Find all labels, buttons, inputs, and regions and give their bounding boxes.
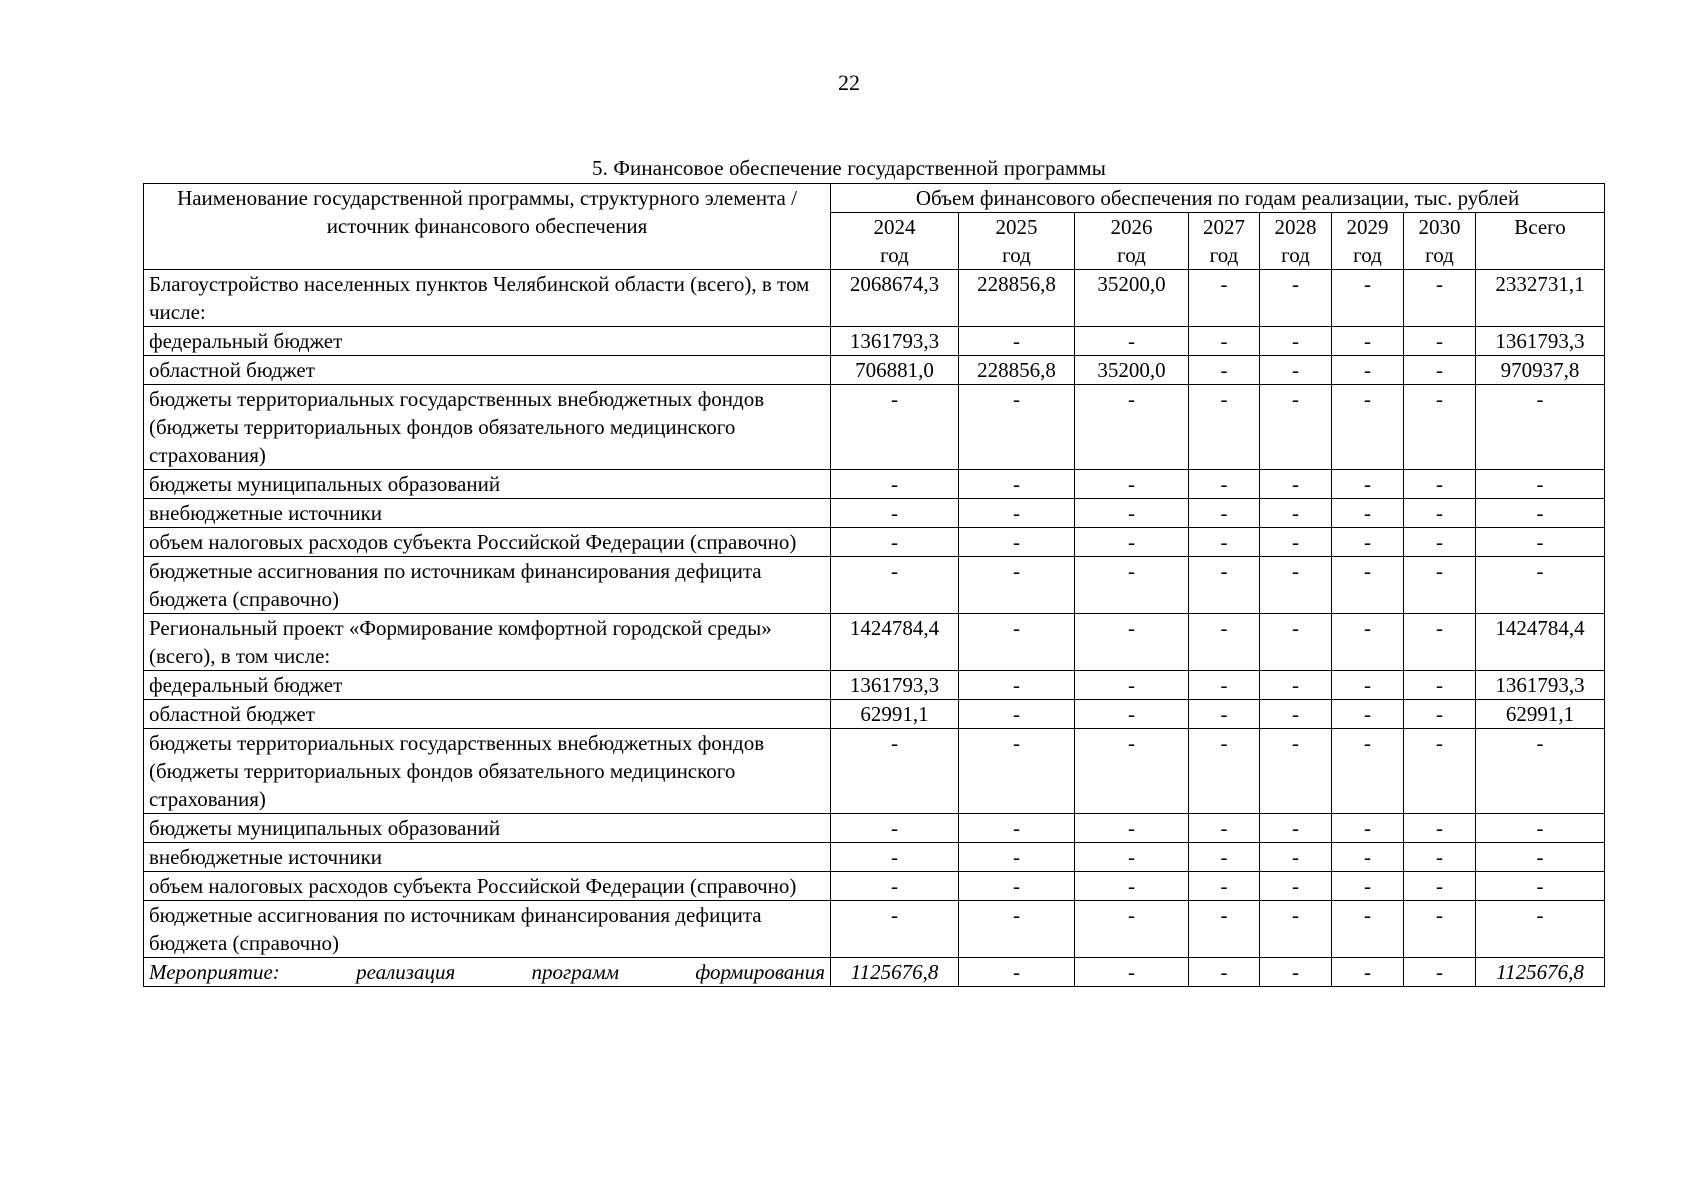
year-value-cell: - <box>959 327 1075 356</box>
year-value-cell: 228856,8 <box>959 270 1075 327</box>
year-unit-label: год <box>1425 243 1454 267</box>
year-value-cell: - <box>831 729 959 814</box>
year-value-cell: - <box>959 958 1075 987</box>
year-value-cell: - <box>1332 700 1404 729</box>
row-name-cell: бюджеты муниципальных образований <box>144 470 831 499</box>
total-value-cell: 1361793,3 <box>1476 671 1605 700</box>
year-value-cell: - <box>1075 614 1189 671</box>
year-value-cell: 62991,1 <box>831 700 959 729</box>
row-name-cell: областной бюджет <box>144 356 831 385</box>
year-value-cell: - <box>1189 557 1260 614</box>
year-value-cell: - <box>831 872 959 901</box>
table-row <box>144 557 1605 614</box>
year-header-2030 <box>1404 213 1476 270</box>
year-value-cell: - <box>1075 557 1189 614</box>
table-row <box>144 385 1605 470</box>
row-name-cell: бюджетные ассигнования по источникам финансирования дефицита бюджета (справочно) <box>144 901 831 958</box>
year-value-cell: - <box>1260 270 1332 327</box>
year-value-cell: - <box>1332 499 1404 528</box>
year-value-cell: - <box>1332 356 1404 385</box>
table-row <box>144 843 1605 872</box>
year-value-cell: - <box>831 528 959 557</box>
year-value-cell: - <box>959 671 1075 700</box>
year-value-cell: - <box>959 700 1075 729</box>
year-header-2025 <box>959 213 1075 270</box>
year-value-cell: - <box>959 814 1075 843</box>
year-unit-label: год <box>1117 243 1146 267</box>
year-value-cell: - <box>1332 470 1404 499</box>
year-label: 2025 <box>995 215 1038 239</box>
financing-table <box>143 183 1605 987</box>
year-value-cell: - <box>959 528 1075 557</box>
year-value-cell: - <box>1260 872 1332 901</box>
section-title: 5. Финансовое обеспечение государственной программы <box>592 156 1106 180</box>
year-value-cell: - <box>1189 385 1260 470</box>
total-value-cell: 970937,8 <box>1476 356 1605 385</box>
total-value-cell: 2332731,1 <box>1476 270 1605 327</box>
table-row <box>144 671 1605 700</box>
year-unit-label: год <box>1281 243 1310 267</box>
year-value-cell: - <box>1075 700 1189 729</box>
total-value-cell: - <box>1476 385 1605 470</box>
total-value-cell: - <box>1476 470 1605 499</box>
year-value-cell: - <box>1075 499 1189 528</box>
year-value-cell: - <box>959 843 1075 872</box>
year-value-cell: 1424784,4 <box>831 614 959 671</box>
table-body <box>144 270 1605 987</box>
row-name-cell: внебюджетные источники <box>144 499 831 528</box>
row-name-cell: внебюджетные источники <box>144 843 831 872</box>
year-value-cell: - <box>1260 843 1332 872</box>
year-header-2026 <box>1075 213 1189 270</box>
year-header-2028 <box>1260 213 1332 270</box>
table-row <box>144 614 1605 671</box>
year-value-cell: 1125676,8 <box>831 958 959 987</box>
year-value-cell: 706881,0 <box>831 356 959 385</box>
year-label: 2029 <box>1346 215 1389 239</box>
header-row-1 <box>144 184 1605 213</box>
year-value-cell: 1361793,3 <box>831 327 959 356</box>
year-value-cell: - <box>1260 327 1332 356</box>
year-value-cell: - <box>1075 385 1189 470</box>
year-value-cell: - <box>1189 470 1260 499</box>
year-value-cell: - <box>1404 729 1476 814</box>
table-row <box>144 872 1605 901</box>
row-name-cell: бюджеты территориальных государственных внебюджетных фондов (бюджеты территориальных фондов обязательного медицинского страхования) <box>144 385 831 470</box>
year-value-cell: - <box>1189 729 1260 814</box>
year-value-cell: - <box>959 499 1075 528</box>
year-value-cell: - <box>1404 614 1476 671</box>
year-label: 2024 <box>873 215 916 239</box>
year-value-cell: - <box>1189 814 1260 843</box>
year-value-cell: - <box>1189 528 1260 557</box>
total-value-cell: - <box>1476 872 1605 901</box>
row-name-cell: федеральный бюджет <box>144 327 831 356</box>
row-name-cell: бюджеты территориальных государственных внебюджетных фондов (бюджеты территориальных фондов обязательного медицинского страхования) <box>144 729 831 814</box>
year-value-cell: - <box>959 614 1075 671</box>
year-unit-label: год <box>880 243 909 267</box>
year-value-cell: - <box>1404 700 1476 729</box>
year-value-cell: - <box>1260 528 1332 557</box>
year-value-cell: - <box>1404 528 1476 557</box>
total-value-cell: - <box>1476 528 1605 557</box>
row-name-cell: федеральный бюджет <box>144 671 831 700</box>
row-name-cell: Мероприятие: реализация программ формирования <box>144 958 831 987</box>
year-value-cell: - <box>1332 872 1404 901</box>
year-value-cell: - <box>1260 700 1332 729</box>
table-row <box>144 901 1605 958</box>
year-value-cell: - <box>1260 729 1332 814</box>
year-value-cell: - <box>831 843 959 872</box>
year-value-cell: - <box>1404 385 1476 470</box>
year-value-cell: - <box>1404 901 1476 958</box>
year-value-cell: - <box>1404 356 1476 385</box>
total-value-cell: - <box>1476 557 1605 614</box>
total-value-cell: - <box>1476 901 1605 958</box>
year-value-cell: - <box>1332 814 1404 843</box>
year-value-cell: - <box>1189 356 1260 385</box>
year-value-cell: - <box>1189 700 1260 729</box>
year-value-cell: - <box>1404 327 1476 356</box>
year-value-cell: - <box>1260 814 1332 843</box>
table-row <box>144 327 1605 356</box>
year-value-cell: - <box>1332 614 1404 671</box>
year-value-cell: - <box>1260 356 1332 385</box>
year-unit-label: год <box>1209 243 1239 267</box>
volume-column-header: Объем финансового обеспечения по годам реализации, тыс. рублей <box>831 184 1605 213</box>
year-value-cell: - <box>1260 385 1332 470</box>
year-value-cell: - <box>1075 671 1189 700</box>
year-value-cell: - <box>959 901 1075 958</box>
table-row <box>144 470 1605 499</box>
year-value-cell: - <box>831 499 959 528</box>
year-value-cell: - <box>1404 557 1476 614</box>
year-header-2024 <box>831 213 959 270</box>
row-name-cell: Региональный проект «Формирование комфортной городской среды» (всего), в том числе: <box>144 614 831 671</box>
year-value-cell: 2068674,3 <box>831 270 959 327</box>
year-header-2029 <box>1332 213 1404 270</box>
year-value-cell: - <box>1332 528 1404 557</box>
year-value-cell: - <box>1075 528 1189 557</box>
year-value-cell: - <box>1075 327 1189 356</box>
table-row <box>144 528 1605 557</box>
total-value-cell: 1361793,3 <box>1476 327 1605 356</box>
year-value-cell: - <box>831 901 959 958</box>
row-name-cell: объем налоговых расходов субъекта Российской Федерации (справочно) <box>144 872 831 901</box>
year-value-cell: - <box>1404 814 1476 843</box>
table-row <box>144 499 1605 528</box>
year-value-cell: - <box>1189 872 1260 901</box>
year-value-cell: - <box>1075 729 1189 814</box>
year-label: 2027 <box>1203 215 1245 239</box>
year-value-cell: - <box>1332 843 1404 872</box>
year-value-cell: - <box>831 557 959 614</box>
year-value-cell: - <box>1189 958 1260 987</box>
year-value-cell: - <box>1075 958 1189 987</box>
total-value-cell: - <box>1476 843 1605 872</box>
year-header-2027 <box>1189 213 1260 270</box>
row-name-cell: бюджеты муниципальных образований <box>144 814 831 843</box>
year-value-cell: - <box>1404 499 1476 528</box>
total-column-header: Всего <box>1476 213 1605 270</box>
year-value-cell: - <box>1332 327 1404 356</box>
year-value-cell: - <box>1332 729 1404 814</box>
total-value-cell: 1125676,8 <box>1476 958 1605 987</box>
year-value-cell: - <box>1075 872 1189 901</box>
year-value-cell: - <box>1260 499 1332 528</box>
year-value-cell: - <box>959 557 1075 614</box>
row-name-cell: областной бюджет <box>144 700 831 729</box>
year-value-cell: - <box>831 470 959 499</box>
year-value-cell: - <box>1332 557 1404 614</box>
year-value-cell: - <box>1260 958 1332 987</box>
year-value-cell: - <box>1189 499 1260 528</box>
year-value-cell: 1361793,3 <box>831 671 959 700</box>
year-value-cell: - <box>1332 385 1404 470</box>
year-value-cell: - <box>1332 270 1404 327</box>
year-value-cell: - <box>1075 901 1189 958</box>
year-unit-label: год <box>1002 243 1031 267</box>
year-value-cell: - <box>959 872 1075 901</box>
year-value-cell: - <box>1189 614 1260 671</box>
table-row <box>144 700 1605 729</box>
total-value-cell: - <box>1476 729 1605 814</box>
table-row <box>144 270 1605 327</box>
total-value-cell: 62991,1 <box>1476 700 1605 729</box>
year-value-cell: - <box>1332 901 1404 958</box>
year-value-cell: - <box>831 385 959 470</box>
year-value-cell: - <box>1189 327 1260 356</box>
year-value-cell: 228856,8 <box>959 356 1075 385</box>
table-row <box>144 814 1605 843</box>
page-number: 22 <box>838 70 860 95</box>
name-column-header: Наименование государственной программы, структурного элемента / источник финансового обеспечения <box>144 184 831 270</box>
year-value-cell: - <box>959 470 1075 499</box>
year-value-cell: - <box>1404 843 1476 872</box>
row-name-cell: объем налоговых расходов субъекта Российской Федерации (справочно) <box>144 528 831 557</box>
year-value-cell: 35200,0 <box>1075 356 1189 385</box>
table-row <box>144 356 1605 385</box>
total-value-cell: - <box>1476 814 1605 843</box>
year-value-cell: - <box>1404 671 1476 700</box>
year-label: 2028 <box>1274 215 1317 239</box>
year-value-cell: - <box>831 814 959 843</box>
year-value-cell: - <box>1075 814 1189 843</box>
year-value-cell: - <box>959 729 1075 814</box>
year-value-cell: 35200,0 <box>1075 270 1189 327</box>
year-value-cell: - <box>1260 557 1332 614</box>
year-value-cell: - <box>1260 614 1332 671</box>
year-unit-label: год <box>1353 243 1382 267</box>
total-value-cell: 1424784,4 <box>1476 614 1605 671</box>
year-value-cell: - <box>1404 470 1476 499</box>
year-value-cell: - <box>1189 671 1260 700</box>
table-row <box>144 958 1605 987</box>
year-value-cell: - <box>1260 470 1332 499</box>
year-value-cell: - <box>1260 671 1332 700</box>
year-value-cell: - <box>1189 901 1260 958</box>
year-value-cell: - <box>1404 872 1476 901</box>
row-name-cell: бюджетные ассигнования по источникам финансирования дефицита бюджета (справочно) <box>144 557 831 614</box>
year-value-cell: - <box>1404 270 1476 327</box>
year-value-cell: - <box>1404 958 1476 987</box>
year-value-cell: - <box>1332 671 1404 700</box>
year-value-cell: - <box>1075 470 1189 499</box>
year-label: 2030 <box>1418 215 1461 239</box>
year-value-cell: - <box>959 385 1075 470</box>
table-row <box>144 729 1605 814</box>
total-value-cell: - <box>1476 499 1605 528</box>
row-name-cell: Благоустройство населенных пунктов Челябинской области (всего), в том числе: <box>144 270 831 327</box>
year-value-cell: - <box>1189 843 1260 872</box>
year-value-cell: - <box>1075 843 1189 872</box>
year-value-cell: - <box>1189 270 1260 327</box>
year-value-cell: - <box>1260 901 1332 958</box>
year-label: 2026 <box>1110 215 1153 239</box>
year-value-cell: - <box>1332 958 1404 987</box>
